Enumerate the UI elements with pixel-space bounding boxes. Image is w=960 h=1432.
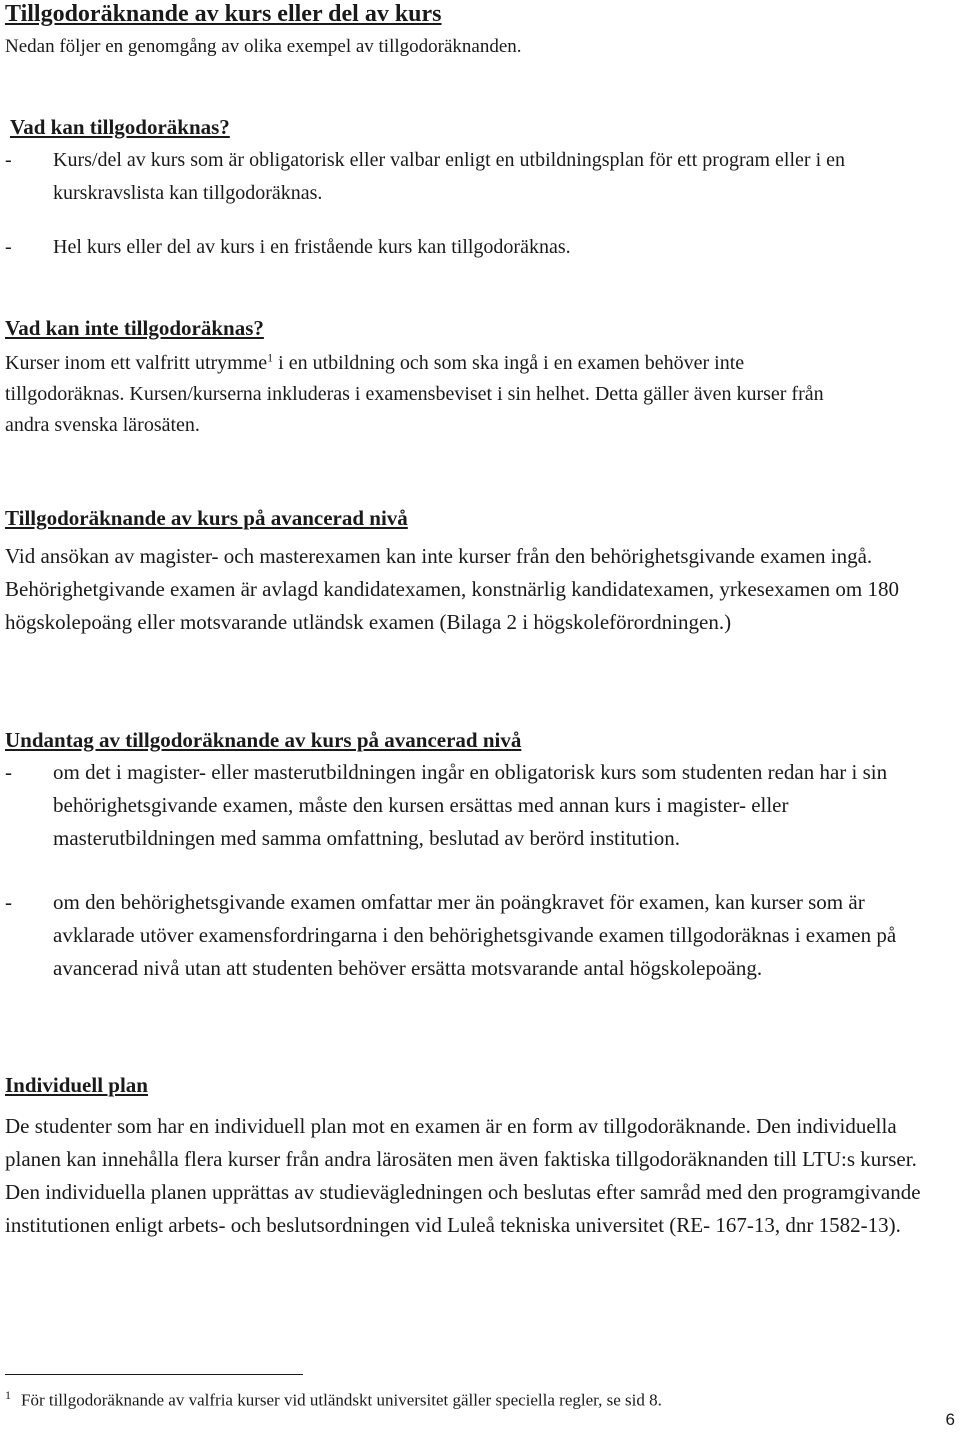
footnote [5,1384,662,1412]
list-item [5,144,945,210]
footnote-reference: 1 [267,350,274,365]
page-title: Tillgodoräknande av kurs eller del av kurs [5,1,442,27]
list-item-text: om den behörighetsgivande examen omfattar mer än poängkravet för examen, kan kurser som är avklarade utöver examensfordringarna i den behörighetsgivande examen tillgodoräknas i examen på avancerad nivå utan att studenten behöver ersätta motsvarande antal högskolepoäng. [53,890,897,980]
list-item [5,756,945,855]
bullet-dash: - [5,236,12,258]
section-paragraph: Vid ansökan av magister- och masterexamen kan inte kurser från den behörighetsgivande examen ingå. Behörighetgivande examen är avlagd kandidatexamen, konstnärlig kandidatexamen, yrkesexamen om 180 högskolepoäng eller motsvarande utländsk examen (Bilaga 2 i högskoleförordningen.) [5,544,899,634]
section-paragraph: De studenter som har en individuell plan mot en examen är en form av tillgodoräknande. Den individuella planen kan innehålla flera kurser från andra lärosäten men även faktiska tillgodoräknanden till LTU:s kurser. Den individuella planen upprättas av studievägledningen och beslutas efter samråd med den programgivande institutionen enligt arbets- och beslutsordningen vid Luleå tekniska universitet (RE- 167-13, dnr 1582-13). [5,1114,921,1237]
bullet-dash: - [5,760,12,784]
section-heading-individual-plan: Individuell plan [5,1073,148,1097]
list-item-text: om det i magister- eller masterutbildningen ingår en obligatorisk kurs som studenten redan har i sin behörighetsgivande examen, måste den kursen ersättas med annan kurs i magister- eller masterutbildningen med samma omfattning, beslutad av berörd institution. [53,760,888,850]
bullet-dash: - [5,890,12,914]
section-paragraph [5,348,825,441]
list-item [5,886,945,985]
footnote-text: För tillgodoräknande av valfria kurser vid utländskt universitet gäller speciella regler, se sid 8. [21,1390,662,1410]
list-item-text: Hel kurs eller del av kurs i en fristående kurs kan tillgodoräknas. [53,236,571,258]
intro-text: Nedan följer en genomgång av olika exempel av tillgodoräknanden. [5,36,522,57]
list-item [5,231,945,264]
footnote-divider [5,1374,303,1375]
footnote-mark: 1 [5,1388,11,1402]
paragraph-text: i en utbildning och som ska ingå i en examen behöver inte tillgodoräknas. Kursen/kurserna inkluderas i examensbeviset i sin helhet. Detta gäller även kurser från andra svenska lärosäten. [5,352,824,436]
list-item-text: Kurs/del av kurs som är obligatorisk eller valbar enligt en utbildningsplan för ett program eller i en kurskravslista kan tillgodoräknas. [53,149,846,204]
page-number: 6 [945,1410,955,1429]
section-heading-what-cannot: Vad kan inte tillgodoräknas? [5,316,264,340]
bullet-dash: - [5,149,12,171]
section-heading-exceptions: Undantag av tillgodoräknande av kurs på avancerad nivå [5,728,522,752]
paragraph-text: Kurser inom ett valfritt utrymme [5,352,268,374]
section-heading-what-can: Vad kan tillgodoräknas? [10,115,230,139]
section-heading-advanced-level: Tillgodoräknande av kurs på avancerad nivå [5,506,408,530]
